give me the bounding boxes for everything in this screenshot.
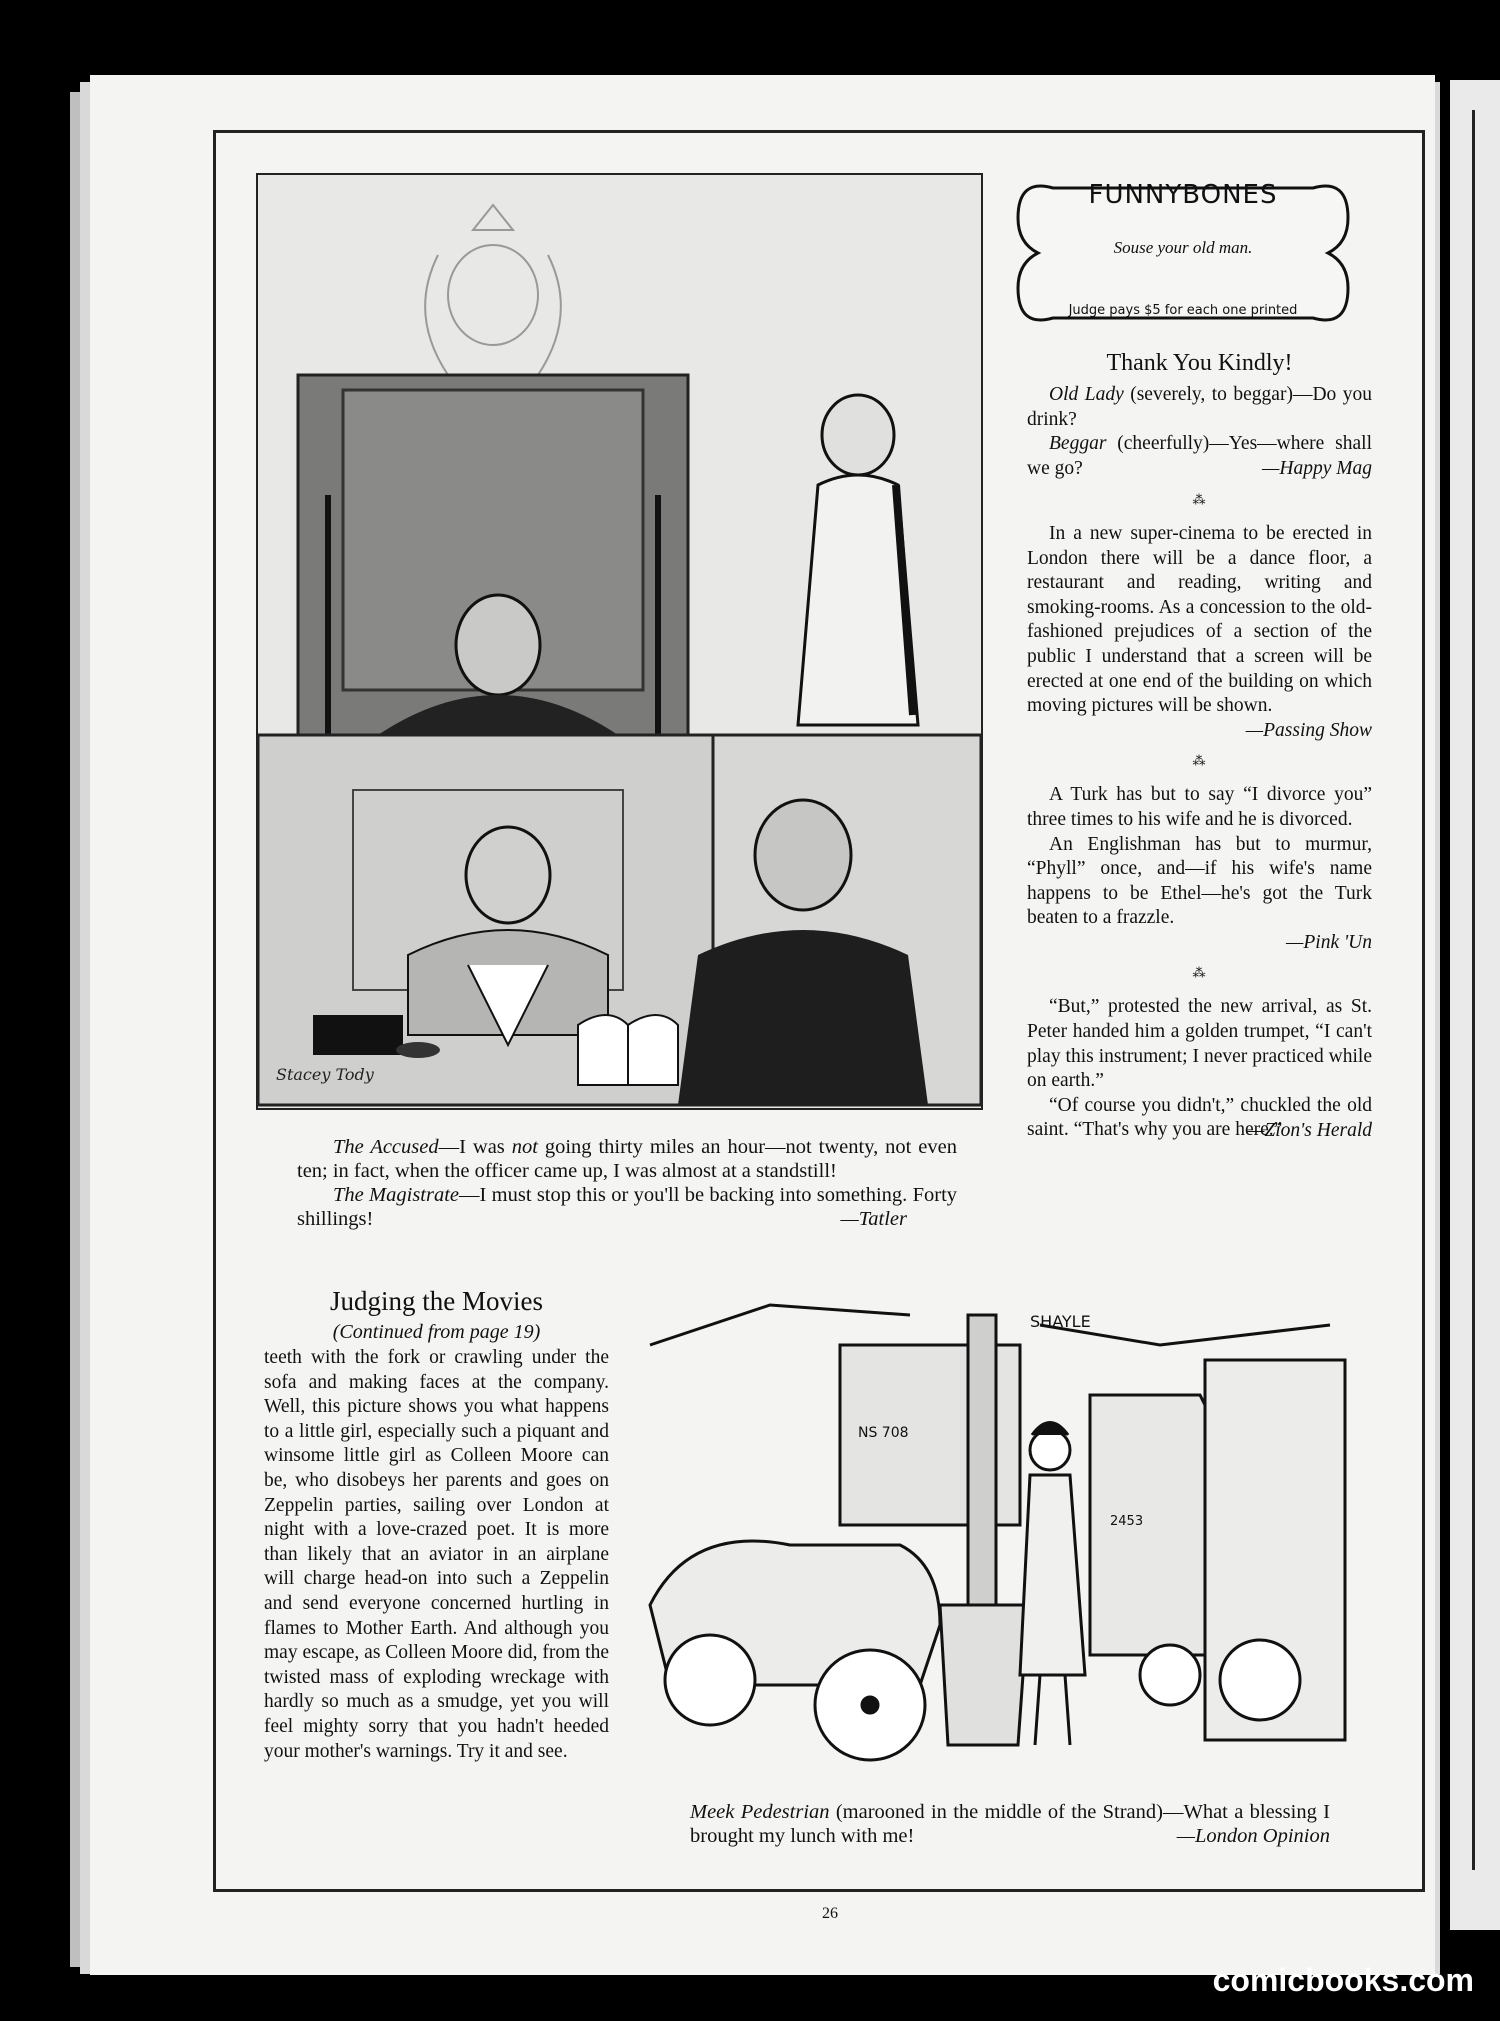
caption-speaker-accused: The Accused: [333, 1136, 439, 1158]
article-continued: (Continued from page 19): [332, 1321, 541, 1343]
caption-text: —I must stop this or you'll be backing into something. Forty shillings!: [297, 1184, 958, 1230]
street-sign-text: SHAYLE: [1030, 1312, 1091, 1331]
funnybones-footer: Judge pays $5 for each one printed: [1068, 303, 1298, 318]
article-body: teeth with the fork or crawling under the sofa and making faces at the company. Well, this picture shows you what happens to a little girl, especially such a piquant and winsome little girl as Colleen Moore can be, who disobeys her parents and goes on Zeppelin parties, sailing over London at night with a love-crazed poet. It is more than likely that an aviator in an airplane will charge head-on into such a Zeppelin and send everyone concerned hurtling in flames to Mother Earth. And although you may escape, as Colleen Moore did, from the twisted mass of exploding wreckage with hardly so much as a smudge, yet you will feel mighty sorry that you hadn't heeded your mother's warnings. Try it and see.: [264, 1347, 609, 1762]
separator-icon: ⁂: [1192, 753, 1207, 769]
court-cartoon: [256, 173, 983, 1110]
book-icon: [313, 1015, 403, 1055]
article-title: Judging the Movies: [330, 1286, 543, 1316]
joke1-line-b: Beggar (cheerfully)—Yes—where shall we go?: [1027, 433, 1372, 479]
joke4-source: —Zion's Herald: [1247, 1120, 1372, 1142]
street-cartoon: [640, 1285, 1352, 1770]
joke3-para1: A Turk has but to say “I divorce you” three times to his wife and he is divorced.: [1027, 784, 1372, 830]
funnybones-prompt: Souse your old man.: [1113, 238, 1253, 257]
joke3-para2: An Englishman has but to murmur, “Phyll” once, and—if his wife's name happens to be Ethel—he's got the Turk beaten to a frazzle.: [1027, 833, 1372, 929]
funnybones-banner: [1008, 168, 1358, 326]
caption-text: going thirty miles an hour—not twenty, not even ten; in fact, when the officer came up, I was almost at a standstill!: [297, 1136, 957, 1182]
caption-source: —London Opinion: [1176, 1825, 1330, 1847]
car-plate: 2453: [1110, 1514, 1144, 1529]
bus-plate: NS 708: [858, 1425, 909, 1441]
joke1-line-a: Old Lady (severely, to beggar)—Do you drink?: [1027, 384, 1372, 430]
joke4-para2: “Of course you didn't,” chuckled the old saint. “That's why you are here.”: [1027, 1094, 1372, 1141]
joke2-source: —Passing Show: [1245, 719, 1372, 741]
caption-speaker-magistrate: The Magistrate: [333, 1184, 460, 1206]
funnybones-title: FUNNYBONES: [1088, 180, 1278, 210]
page-number: 26: [822, 1905, 838, 1922]
joke3-source: —Pink 'Un: [1286, 931, 1372, 953]
street-caption: [690, 1800, 1330, 1848]
caption-emphasis: not: [511, 1136, 538, 1158]
joke2-text: In a new super-cinema to be erected in London there will be a dance floor, a restaurant and reading, writing and smoking-rooms. As a concession to the old-fashioned prejudices of a section of the public I understand that a screen will be erected at one end of the building on which moving pictures will be shown.: [1027, 522, 1372, 717]
facing-page-edge: [1450, 80, 1500, 1930]
joke1-source: —Happy Mag: [1262, 458, 1372, 480]
jokes-column: [1027, 350, 1372, 1144]
court-caption: [297, 1135, 957, 1231]
separator-icon: ⁂: [1192, 965, 1207, 981]
caption-source: —Tatler: [840, 1208, 907, 1230]
caption-speaker-pedestrian: Meek Pedestrian: [690, 1801, 830, 1823]
caption-text: —I was: [438, 1136, 512, 1158]
caption-text: (marooned in the middle of the Strand)—What a blessing I brought my lunch with me!: [690, 1801, 1330, 1847]
joke4-para1: “But,” protested the new arrival, as St. Peter handed him a golden trumpet, “I can't play this instrument; I never practiced while on earth.”: [1027, 996, 1372, 1092]
judging-movies-article: [264, 1285, 609, 1764]
court-signature: Stacey Tody: [276, 1065, 374, 1084]
jokes-heading: Thank You Kindly!: [1106, 350, 1293, 376]
separator-icon: ⁂: [1192, 491, 1207, 507]
site-watermark: comicbooks.com: [1212, 1962, 1474, 1998]
